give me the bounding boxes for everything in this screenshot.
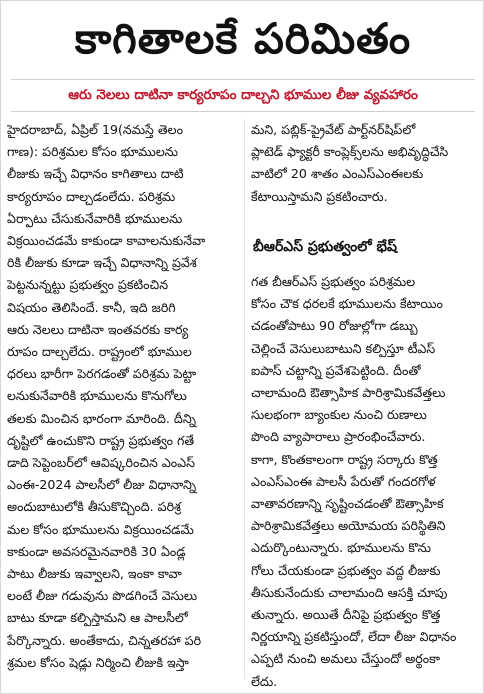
text-line: ఎప్పటి నుంచి అమలు చేస్తుందో అర్థంకా	[251, 651, 441, 667]
text-line: గాణ): పరిశ్రమల కోసం భూములను	[7, 144, 178, 160]
text-line: కాకుండా అవసరమైనవారికి 30 ఏండ్ల	[7, 543, 186, 559]
text-line: మని, పబ్లిక్-ప్రైవేట్ పార్ట్‌నర్‌షిప్‌లో	[251, 122, 416, 137]
column-divider	[244, 119, 245, 679]
headline: కాగితాలకే పరిమితం	[74, 14, 412, 63]
text-line: మల కోసం భూములను విక్రయించడమే	[7, 521, 194, 537]
text-line: రికి లీజుకు కూడా ఇచ్చే విధానాన్ని ప్రవేశ	[7, 255, 197, 271]
text-line: గోలు చేయకుండా ప్రభుత్వం వద్ద లీజుకు	[251, 562, 441, 578]
text-line: లనుకునేవారికి భూములను కొనుగోలు	[7, 388, 187, 404]
text-line: కేటాయిస్తామని ప్రకటించారు.	[251, 188, 388, 204]
text-line: కాగా, కొంతకాలంగా రాష్ట్ర సర్కారు కొత్త	[251, 451, 438, 467]
text-line: హైదరాబాద్, ఏప్రిల్ 19(నమస్తే తెలం	[7, 122, 183, 137]
text-line: పెట్టనున్నట్టు ప్రభుత్వం ప్రకటించిన	[7, 277, 169, 293]
text-line: తీసుకునేందుకు చాలామంది ఆసక్తి చూపు	[251, 584, 448, 600]
text-line: పేర్కొన్నారు. అంతేకాదు, చిన్నతరహా పరి	[7, 632, 202, 648]
text-line: తలకు మించిన భారంగా మారింది. దీన్ని	[7, 410, 196, 426]
text-line: లంటే లీజు గడువును పొడగించే వెసులు	[7, 588, 198, 604]
subheadline: ఆరు నెలలు దాటినా కార్యరూపం దాల్చని భూముల లీజు వ్యవహారం	[68, 87, 418, 103]
text-line: రూపం దాల్చలేదు. రాష్ట్రంలో భూముల	[7, 344, 192, 360]
text-line: ఎంఎస్‌ఎంఈ పాలసీ పేరుతో గందరగోళ	[251, 473, 436, 489]
text-line: ధరలు భారీగా పెరగడంతో పరిశ్రమ పెట్టా	[7, 366, 197, 382]
text-line: అందుబాటులోకి తీసుకొచ్చింది. పరిశ్ర	[7, 499, 181, 515]
text-line: ఆరు నెలలు దాటినా ఇంతవరకు కార్య	[7, 321, 189, 337]
text-line: గత బీఆర్‌ఎస్ ప్రభుత్వం పరిశ్రమల	[251, 274, 416, 289]
text-line: ఎంఈ-2024 పాలసీలో లీజు విధానాన్ని	[7, 477, 197, 493]
text-line: ఐపాస్ చట్టాన్ని ప్రవేశపెట్టింది. దీంతో	[251, 362, 421, 378]
text-line: నిర్ణయాన్ని ప్రకటిస్తుందో, లేదా లీజు విధానం	[251, 629, 457, 645]
text-line: పాటు లీజుకు ఇవ్వాలని, ఇంకా కావా	[7, 566, 182, 582]
text-line: వాతావరణాన్ని సృష్టించడంతో ఔత్సాహిక	[251, 496, 444, 512]
text-line: సులభంగా బ్యాంకుల నుంచి రుణాలు	[251, 407, 427, 423]
text-line: వాటిలో 20 శాతం ఎంఎస్‌ఎంఈలకు	[251, 166, 424, 182]
right-column-top	[251, 119, 477, 208]
text-line: ప్లాటెడ్ ఫ్యాక్టరీ కాంప్లెక్స్‌లను అభివృద్ధిచేసి	[251, 144, 449, 160]
text-line: విక్రయించడమే కాకుండా కావాలనుకునేవా	[7, 233, 206, 249]
section-subhead: బీఆర్‌ఎస్ ప్రభుత్వంలో భేష్	[253, 239, 398, 255]
text-line: పారిశ్రామికవేత్తలు అయోమయ పరిస్థితిని	[251, 518, 446, 534]
text-line: కోసం చౌక ధరలకే భూములను కేటాయిం	[251, 296, 443, 312]
text-line: చెల్లించే వెసులుబాటుని కల్పిస్తూ టీఎస్	[251, 340, 436, 356]
text-line: శ్రమల కోసం షెడ్లు నిర్మించి లీజుకి ఇస్తా	[7, 654, 189, 670]
subheadline-rule	[11, 111, 475, 112]
text-line: లేదు.	[251, 673, 278, 689]
text-line: ఎదుర్కొంటున్నారు. భూములను కొను	[251, 540, 431, 556]
headline-rule	[11, 79, 475, 80]
text-line: చాలామంది ఔత్సాహిక పారిశ్రామికవేత్తలు	[251, 385, 446, 401]
text-line: ఏర్పాటు చేసుకునేవారికి భూములను	[7, 210, 183, 226]
text-line: విషయం తెలిసిందే. కానీ, ఇది జరిగి	[7, 299, 176, 315]
text-line: పొంది వ్యాపారాలు ప్రారంభించేవారు.	[251, 429, 426, 445]
text-line: బాటు కూడా కల్పిస్తామని ఆ పాలసీలో	[7, 610, 188, 626]
left-column	[7, 119, 237, 674]
right-column-bottom	[251, 271, 477, 693]
text-line: తున్నారు. అయితే దీనిపై ప్రభుత్వం కొత్త	[251, 607, 441, 623]
text-line: లీజుకు ఇచ్చే విధానం కాగితాలు దాటి	[7, 166, 184, 182]
text-line: చడంతోపాటు 90 రోజుల్లోగా డబ్బు	[251, 318, 418, 334]
text-line: కార్యరూపం దాల్చడంలేదు. పరిశ్రమ	[7, 188, 176, 204]
text-line: డాది సెప్టెంబర్‌లో ఆవిష్కరించిన ఎంఎస్	[7, 455, 195, 471]
text-line: దృష్టిలో ఉంచుకొని రాష్ట్ర ప్రభుత్వం గతే	[7, 432, 195, 448]
